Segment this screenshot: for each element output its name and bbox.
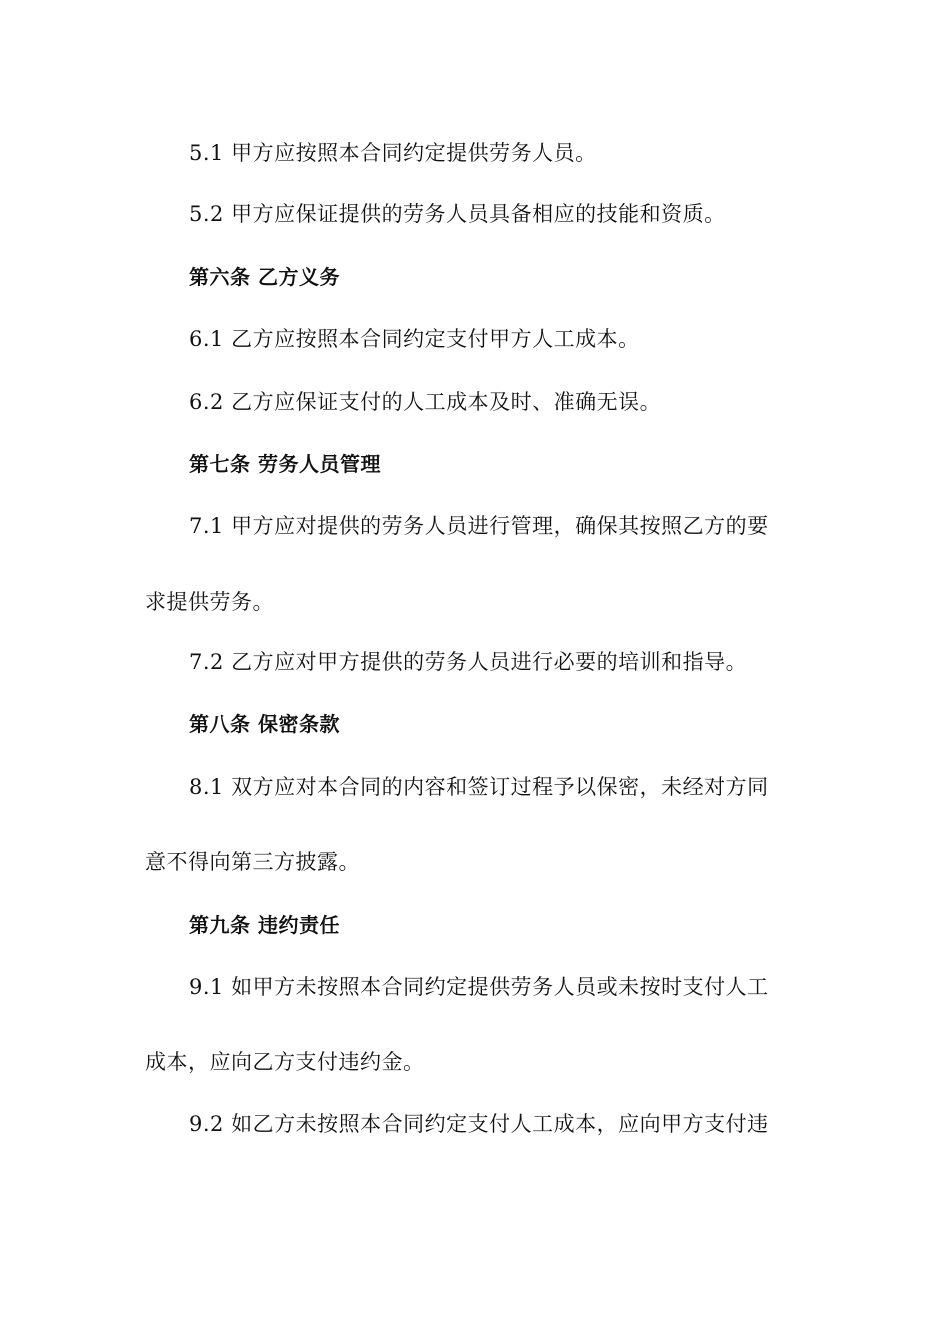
clause-6-2: 6.2 乙方应保证支付的人工成本及时、准确无误。 xyxy=(189,390,662,414)
article-8-heading: 第八条 保密条款 xyxy=(189,712,340,736)
clause-5-2: 5.2 甲方应保证提供的劳务人员具备相应的技能和资质。 xyxy=(189,202,726,226)
clause-8-1-continuation: 意不得向第三方披露。 xyxy=(145,850,360,874)
article-7-heading: 第七条 劳务人员管理 xyxy=(189,452,381,476)
clause-5-1: 5.1 甲方应按照本合同约定提供劳务人员。 xyxy=(189,141,597,165)
clause-6-1: 6.1 乙方应按照本合同约定支付甲方人工成本。 xyxy=(189,327,640,351)
article-9-heading: 第九条 违约责任 xyxy=(189,913,340,937)
clause-7-1-continuation: 求提供劳务。 xyxy=(145,590,274,614)
clause-7-1: 7.1 甲方应对提供的劳务人员进行管理，确保其按照乙方的要 xyxy=(189,514,769,538)
clause-8-1: 8.1 双方应对本合同的内容和签订过程予以保密，未经对方同 xyxy=(189,775,769,799)
clause-9-1: 9.1 如甲方未按照本合同约定提供劳务人员或未按时支付人工 xyxy=(189,975,769,999)
clause-9-2: 9.2 如乙方未按照本合同约定支付人工成本，应向甲方支付违 xyxy=(189,1112,769,1136)
clause-9-1-continuation: 成本，应向乙方支付违约金。 xyxy=(145,1050,425,1074)
article-6-heading: 第六条 乙方义务 xyxy=(189,265,340,289)
clause-7-2: 7.2 乙方应对甲方提供的劳务人员进行必要的培训和指导。 xyxy=(189,650,748,674)
